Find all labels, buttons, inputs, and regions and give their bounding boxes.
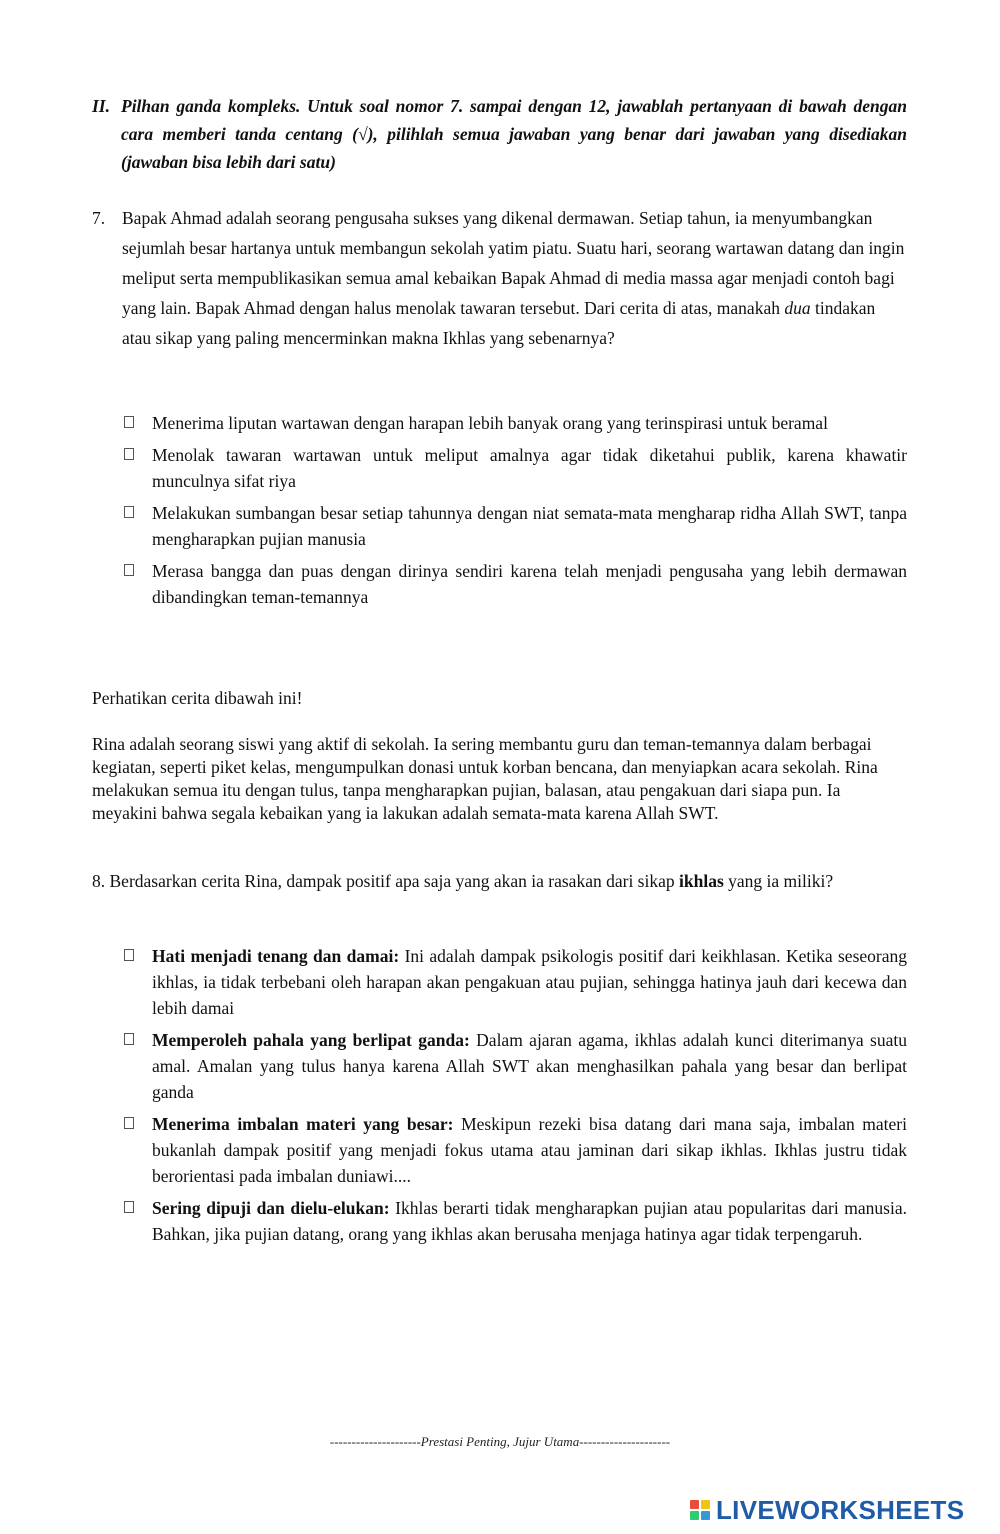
logo-square (701, 1500, 710, 1509)
option-text: Sering dipuji dan dielu-elukan: Ikhlas berarti tidak mengharapkan pujian atau popularitas dari manusia. Bahkan, jika pujian datang, orang yang ikhlas akan berusaha menjaga hatinya agar tidak terpengaruh. (152, 1198, 907, 1244)
option[interactable] (122, 1027, 907, 1105)
checkbox[interactable] (124, 1033, 134, 1045)
option[interactable] (122, 1195, 907, 1247)
question-8-options (122, 943, 907, 1253)
option-text: Menerima liputan wartawan dengan harapan lebih banyak orang yang terinspirasi untuk beramal (152, 413, 828, 433)
option-text: Hati menjadi tenang dan damai: Ini adalah dampak psikologis positif dari keikhlasan. Ketika seseorang ikhlas, ia tidak terbebani oleh harapan akan pengakuan atau pujian, sehingga hatinya jauh dari kecewa dan lebih damai (152, 946, 907, 1018)
checkbox[interactable] (124, 564, 134, 576)
checkbox[interactable] (124, 1201, 134, 1213)
question-text: 8. Berdasarkan cerita Rina, dampak positif apa saja yang akan ia rasakan dari sikap (92, 871, 679, 891)
option-title: Sering dipuji dan dielu-elukan: (152, 1198, 390, 1218)
option-title: Hati menjadi tenang dan damai: (152, 946, 400, 966)
section-number: II. (92, 96, 110, 116)
option-title: Menerima imbalan materi yang besar: (152, 1114, 454, 1134)
option[interactable] (122, 500, 907, 552)
option[interactable] (122, 410, 907, 436)
section-instruction (92, 92, 907, 176)
option-text: Menerima imbalan materi yang besar: Meskipun rezeki bisa datang dari mana saja, imbalan materi bukanlah dampak positif yang menjadi fokus utama atau jaminan dari sikap ikhlas. Ikhlas justru tidak berorientasi pada imbalan duniawi.... (152, 1114, 907, 1186)
checkbox[interactable] (124, 506, 134, 518)
logo-square (690, 1511, 699, 1520)
section-instruction-text: Pilhan ganda kompleks. Untuk soal nomor 7. sampai dengan 12, jawablah pertanyaan di bawah dengan cara memberi tanda centang (√), pilihlah semua jawaban yang benar dari jawaban yang disediakan (jawaban bisa lebih dari satu) (121, 96, 907, 172)
question-8: 8. Berdasarkan cerita Rina, dampak positif apa saja yang akan ia rasakan dari sikap ikhlas yang ia miliki? (92, 871, 834, 891)
checkbox[interactable] (124, 416, 134, 428)
logo-square (701, 1511, 710, 1520)
story-intro: Perhatikan cerita dibawah ini! (92, 688, 303, 708)
question-number: 7. (92, 208, 106, 228)
option[interactable] (122, 1111, 907, 1189)
checkbox[interactable] (124, 949, 134, 961)
option-text: Merasa bangga dan puas dengan dirinya sendiri karena telah menjadi pengusaha yang lebih dermawan dibandingkan teman-temannya (152, 561, 907, 607)
option[interactable] (122, 442, 907, 494)
question-emphasis: dua (784, 298, 811, 318)
question-7 (92, 203, 907, 353)
option-text: Memperoleh pahala yang berlipat ganda: Dalam ajaran agama, ikhlas adalah kunci diterimanya suatu amal. Amalan yang tulus hanya karena Allah SWT akan menghasilkan pahala yang besar dan berlipat ganda (152, 1030, 907, 1102)
liveworksheets-logo-icon (690, 1496, 712, 1524)
question-7-options (122, 410, 907, 616)
option-title: Memperoleh pahala yang berlipat ganda: (152, 1030, 470, 1050)
option[interactable] (122, 558, 907, 610)
brand-name: LIVEWORKSHEETS (716, 1494, 965, 1525)
story-text: Rina adalah seorang siswi yang aktif di sekolah. Ia sering membantu guru dan teman-temannya dalam berbagai kegiatan, seperti piket kelas, mengumpulkan donasi untuk korban bencana, dan menyiapkan acara sekolah. Rina melakukan semua itu dengan tulus, tanpa mengharapkan pujian, balasan, atau pengakuan dari siapa pun. Ia meyakini bahwa segala kebaikan yang ia lakukan adalah semata-mata karena Allah SWT. (92, 734, 878, 823)
option-text: Melakukan sumbangan besar setiap tahunnya dengan niat semata-mata mengharap ridha Allah SWT, tanpa mengharapkan pujian manusia (152, 503, 907, 549)
option-text: Menolak tawaran wartawan untuk meliput amalnya agar tidak diketahui publik, karena khawatir munculnya sifat riya (152, 445, 907, 491)
checkbox[interactable] (124, 1117, 134, 1129)
question-keyword: ikhlas (679, 871, 724, 891)
question-text: Bapak Ahmad adalah seorang pengusaha sukses yang dikenal dermawan. Setiap tahun, ia menyumbangkan sejumlah besar hartanya untuk membangun sekolah yatim piatu. Suatu hari, seorang wartawan datang dan ingin meliput serta mempublikasikan semua amal kebaikan Bapak Ahmad di media massa agar menjadi contoh bagi yang lain. Bapak Ahmad dengan halus menolak tawaran tersebut. Dari cerita di atas, manakah dua tindakan atau sikap yang paling mencerminkan makna Ikhlas yang sebenarnya? (122, 208, 905, 348)
logo-square (690, 1500, 699, 1509)
footer-motto: ---------------------Prestasi Penting, Jujur Utama--------------------- (329, 1434, 671, 1449)
liveworksheets-brand[interactable] (690, 1494, 964, 1526)
option[interactable] (122, 943, 907, 1021)
checkbox[interactable] (124, 448, 134, 460)
